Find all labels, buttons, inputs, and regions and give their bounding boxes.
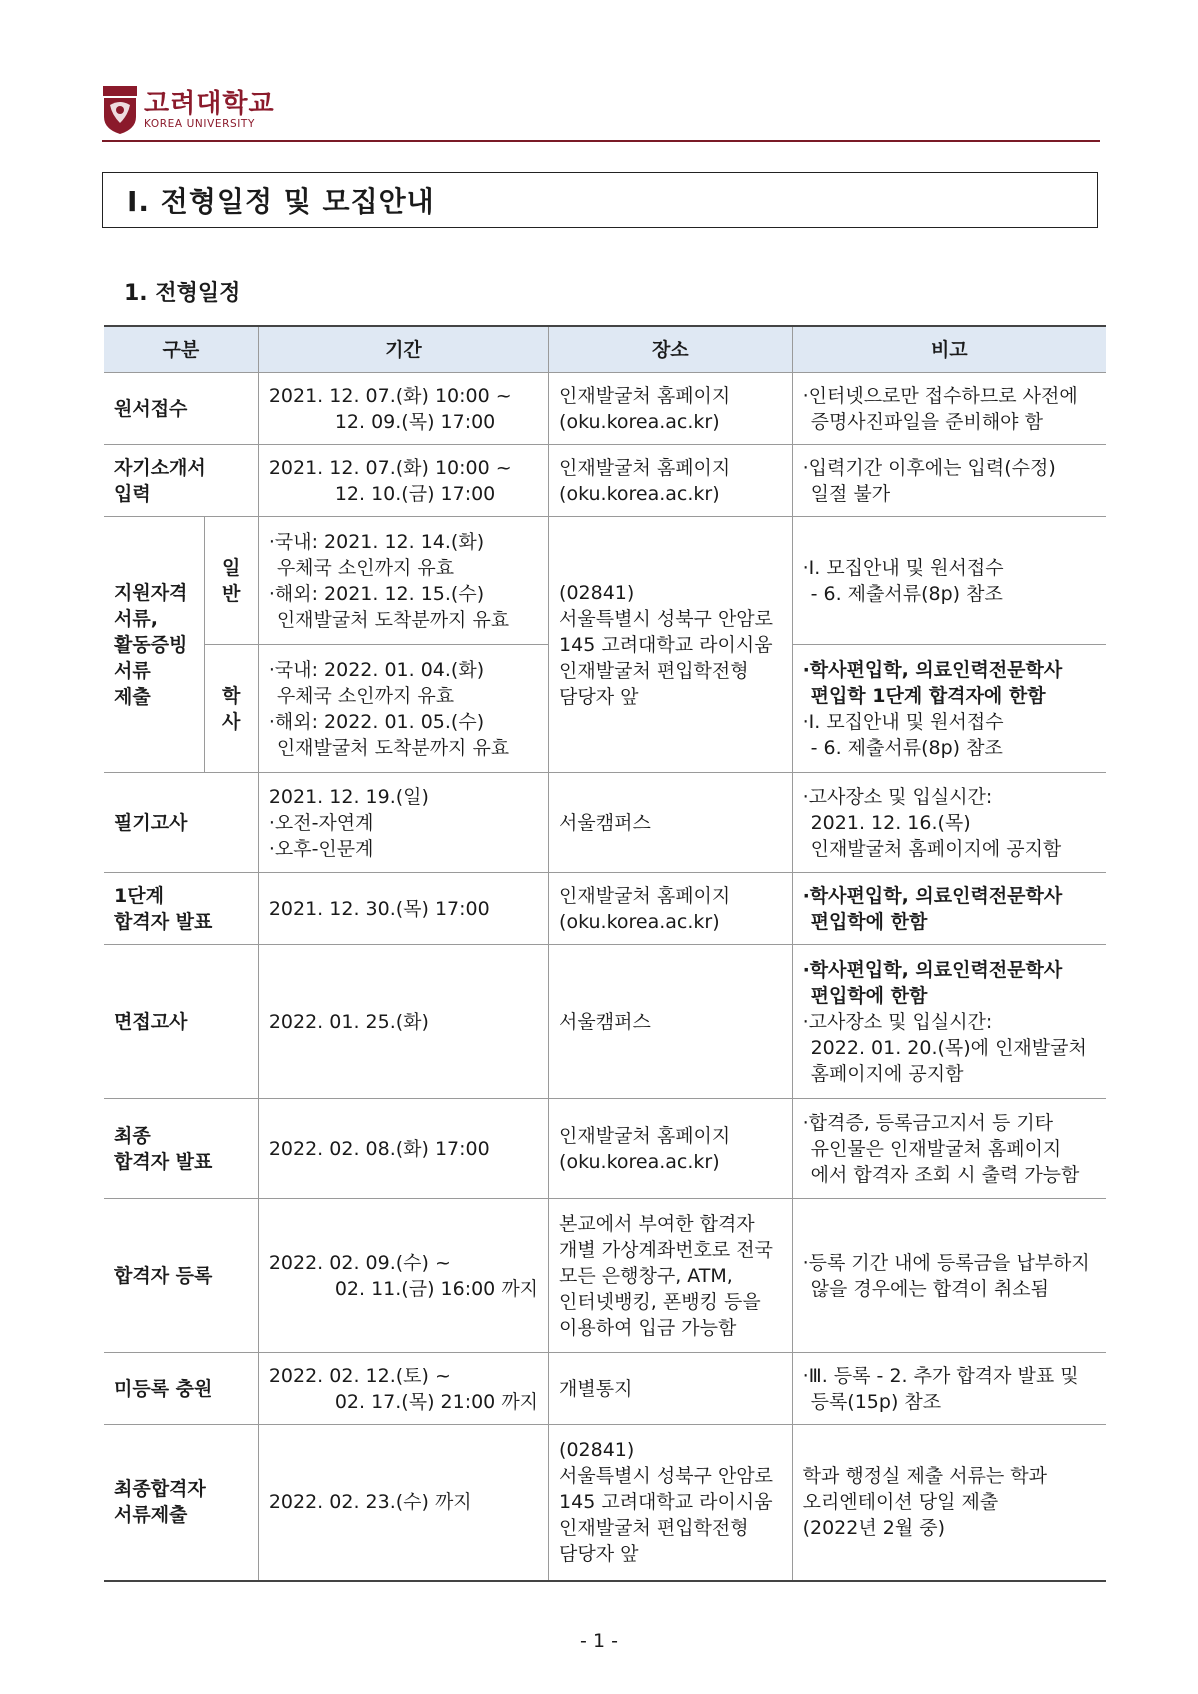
place-cell (549, 1199, 793, 1353)
cell-line: 2022. 01. 20.(목)에 인재발굴처 (810, 1036, 1087, 1059)
table-row (104, 373, 1106, 445)
cell-line: 2022. 02. 23.(수) 까지 (268, 1491, 472, 1514)
cell-line: 서류 (114, 659, 151, 682)
period-cell (258, 873, 548, 945)
place-cell (549, 517, 793, 773)
cell-line: 입력 (114, 482, 151, 505)
table-row (104, 773, 1106, 873)
cell-line: ·국내: 2021. 12. 14.(화) (268, 530, 485, 553)
subcategory-general (204, 517, 258, 645)
cell-line: 증명사진파일을 준비해야 함 (810, 410, 1043, 433)
cell-line: - 6. 제출서류(8p) 참조 (810, 582, 1003, 605)
place-cell (549, 945, 793, 1099)
cell-line: (02841) (559, 581, 635, 604)
cell-line: 합격자 발표 (114, 910, 213, 933)
page-number: - 1 - (580, 1630, 618, 1652)
cell-line: 반 (221, 582, 241, 605)
category-cell (104, 945, 258, 1099)
cell-line: 편입학 1단계 합격자에 한함 (810, 684, 1046, 707)
chapter-title: Ⅰ. 전형일정 및 모집안내 (102, 172, 1098, 228)
cell-line: 인재발굴처 도착분까지 유효 (276, 608, 510, 631)
cell-line: 에서 합격자 조회 시 출력 가능함 (810, 1163, 1080, 1186)
place-cell (549, 373, 793, 445)
table-header-row (104, 326, 1106, 373)
cell-line: - 6. 제출서류(8p) 참조 (810, 736, 1003, 759)
cell-line: 담당자 앞 (559, 1543, 639, 1566)
cell-line: ·Ⅲ. 등록 - 2. 추가 합격자 발표 및 (802, 1364, 1079, 1387)
cell-line: (oku.korea.ac.kr) (559, 1150, 720, 1173)
cell-line: ·오전-자연계 (268, 811, 374, 834)
cell-line: 담당자 앞 (559, 685, 639, 708)
cell-line: ·해외: 2021. 12. 15.(수) (268, 582, 485, 605)
cell-line: 우체국 소인까지 유효 (276, 684, 455, 707)
cell-line: 인터넷뱅킹, 폰뱅킹 등을 (559, 1290, 761, 1313)
period-cell (258, 1425, 548, 1581)
cell-line: 인재발굴처 편입학전형 (559, 659, 749, 682)
period-cell (258, 445, 548, 517)
header-place: 장소 (549, 326, 793, 373)
cell-line: 인재발굴처 홈페이지 (559, 384, 731, 407)
category-cell (104, 873, 258, 945)
cell-line: ·Ⅰ. 모집안내 및 원서접수 (802, 710, 1004, 733)
cell-line: 2022. 02. 09.(수) ~ (268, 1251, 451, 1274)
cell-line: 2022. 02. 08.(화) 17:00 (268, 1137, 490, 1160)
cell-line: 학과 행정실 제출 서류는 학과 (802, 1465, 1048, 1488)
category-cell (104, 1099, 258, 1199)
university-logo (102, 84, 275, 136)
cell-line: 등록(15p) 참조 (810, 1390, 942, 1413)
cell-line: (oku.korea.ac.kr) (559, 910, 720, 933)
period-cell (258, 517, 548, 645)
cell-line: (oku.korea.ac.kr) (559, 410, 720, 433)
category-cell (104, 445, 258, 517)
table-row (104, 517, 1106, 645)
cell-line: 오리엔테이션 당일 제출 (802, 1491, 999, 1514)
cell-line: 서울특별시 성북구 안암로 (559, 607, 774, 630)
cell-line: 지원자격 (114, 581, 188, 604)
cell-line: 02. 17.(목) 21:00 까지 (334, 1390, 539, 1413)
cell-line: 개별통지 (559, 1377, 633, 1400)
cell-line: 최종 (114, 1124, 151, 1147)
cell-line: 2021. 12. 16.(목) (810, 811, 971, 834)
subcategory-bachelor (204, 645, 258, 773)
cell-line: ·국내: 2022. 01. 04.(화) (268, 658, 485, 681)
note-cell (792, 445, 1106, 517)
category-cell (104, 517, 204, 773)
note-cell (792, 517, 1106, 645)
place-cell (549, 873, 793, 945)
cell-line: 서울캠퍼스 (559, 811, 651, 834)
cell-line: (02841) (559, 1439, 635, 1462)
cell-line: ·학사편입학, 의료인력전문학사 (802, 958, 1063, 981)
cell-line: ·등록 기간 내에 등록금을 납부하지 (802, 1251, 1090, 1274)
period-cell (258, 373, 548, 445)
cell-line: 일절 불가 (810, 482, 891, 505)
section-title: 1. 전형일정 (124, 281, 241, 306)
cell-line: 1단계 (114, 884, 164, 907)
cell-line: 인재발굴처 편입학전형 (559, 1517, 749, 1540)
cell-line: ·고사장소 및 입실시간: (802, 785, 993, 808)
cell-line: 서울특별시 성북구 안암로 (559, 1465, 774, 1488)
cell-line: ·고사장소 및 입실시간: (802, 1010, 993, 1033)
note-cell (792, 645, 1106, 773)
table-row (104, 1353, 1106, 1425)
place-cell (549, 1353, 793, 1425)
cell-line: 미등록 충원 (114, 1377, 213, 1400)
period-cell (258, 1353, 548, 1425)
cell-line: 않을 경우에는 합격이 취소됨 (810, 1277, 1049, 1300)
cell-line: 학 (221, 684, 241, 707)
table-row (104, 1425, 1106, 1581)
cell-line: 합격자 등록 (114, 1264, 213, 1287)
table-row (104, 873, 1106, 945)
cell-line: ·학사편입학, 의료인력전문학사 (802, 884, 1063, 907)
cell-line: 자기소개서 (114, 456, 206, 479)
cell-line: 이용하여 입금 가능함 (559, 1316, 737, 1339)
cell-line: 2021. 12. 19.(일) (268, 785, 429, 808)
cell-line: 편입학에 한함 (810, 984, 928, 1007)
cell-line: 사 (221, 710, 241, 733)
cell-line: 서울캠퍼스 (559, 1010, 651, 1033)
cell-line: 2021. 12. 30.(목) 17:00 (268, 897, 490, 920)
cell-line: ·입력기간 이후에는 입력(수정) (802, 456, 1056, 479)
cell-line: 최종합격자 (114, 1478, 206, 1501)
cell-line: 모든 은행창구, ATM, (559, 1264, 733, 1287)
table-row (104, 945, 1106, 1099)
place-cell (549, 445, 793, 517)
cell-line: 인재발굴처 홈페이지 (559, 1124, 731, 1147)
header-category: 구분 (104, 326, 258, 373)
cell-line: 서류, (114, 607, 158, 630)
logo-name-english: KOREA UNIVERSITY (144, 117, 255, 130)
cell-line: ·해외: 2022. 01. 05.(수) (268, 710, 485, 733)
cell-line: ·합격증, 등록금고지서 등 기타 (802, 1111, 1054, 1134)
cell-line: 12. 10.(금) 17:00 (334, 482, 496, 505)
cell-line: 합격자 발표 (114, 1150, 213, 1173)
cell-line: 필기고사 (114, 811, 188, 834)
schedule-table (104, 325, 1106, 1582)
cell-line: 145 고려대학교 라이시움 (559, 633, 773, 656)
cell-line: 우체국 소인까지 유효 (276, 556, 455, 579)
cell-line: 원서접수 (114, 397, 188, 420)
place-cell (549, 1425, 793, 1581)
category-cell (104, 773, 258, 873)
period-cell (258, 1199, 548, 1353)
table-row (104, 1199, 1106, 1353)
header-period: 기간 (258, 326, 548, 373)
cell-line: 개별 가상계좌번호로 전국 (559, 1238, 774, 1261)
cell-line: 면접고사 (114, 1010, 188, 1033)
cell-line: 인재발굴처 홈페이지 (559, 456, 731, 479)
category-cell (104, 1425, 258, 1581)
note-cell (792, 945, 1106, 1099)
note-cell (792, 1353, 1106, 1425)
header-rule (102, 140, 1100, 142)
cell-line: ·인터넷으로만 접수하므로 사전에 (802, 384, 1078, 407)
cell-line: 제출 (114, 685, 151, 708)
note-cell (792, 1425, 1106, 1581)
note-cell (792, 373, 1106, 445)
cell-line: 2021. 12. 07.(화) 10:00 ~ (268, 384, 512, 407)
category-cell (104, 1199, 258, 1353)
table-row (104, 1099, 1106, 1199)
cell-line: 인재발굴처 홈페이지 (559, 884, 731, 907)
cell-line: ·오후-인문계 (268, 837, 374, 860)
category-cell (104, 1353, 258, 1425)
university-seal-icon (102, 85, 138, 135)
place-cell (549, 773, 793, 873)
logo-name-korean: 고려대학교 (144, 88, 275, 119)
note-cell (792, 1199, 1106, 1353)
cell-line: 홈페이지에 공지함 (810, 1062, 964, 1085)
cell-line: 2021. 12. 07.(화) 10:00 ~ (268, 456, 512, 479)
cell-line: ·학사편입학, 의료인력전문학사 (802, 658, 1063, 681)
cell-line: 145 고려대학교 라이시움 (559, 1491, 773, 1514)
cell-line: 인재발굴처 도착분까지 유효 (276, 736, 510, 759)
table-row (104, 445, 1106, 517)
period-cell (258, 645, 548, 773)
cell-line: 12. 09.(목) 17:00 (334, 410, 496, 433)
period-cell (258, 1099, 548, 1199)
category-cell (104, 373, 258, 445)
cell-line: 본교에서 부여한 합격자 (559, 1212, 755, 1235)
cell-line: (oku.korea.ac.kr) (559, 482, 720, 505)
cell-line: ·Ⅰ. 모집안내 및 원서접수 (802, 556, 1004, 579)
place-cell (549, 1099, 793, 1199)
cell-line: 편입학에 한함 (810, 910, 928, 933)
cell-line: 일 (221, 556, 241, 579)
period-cell (258, 773, 548, 873)
note-cell (792, 1099, 1106, 1199)
cell-line: 활동증빙 (114, 633, 188, 656)
cell-line: 2022. 02. 12.(토) ~ (268, 1364, 451, 1387)
period-cell (258, 945, 548, 1099)
cell-line: 인재발굴처 홈페이지에 공지함 (810, 837, 1062, 860)
cell-line: (2022년 2월 중) (802, 1517, 946, 1540)
note-cell (792, 773, 1106, 873)
cell-line: 유인물은 인재발굴처 홈페이지 (810, 1137, 1062, 1160)
header-note: 비고 (792, 326, 1106, 373)
note-cell (792, 873, 1106, 945)
cell-line: 2022. 01. 25.(화) (268, 1010, 429, 1033)
cell-line: 02. 11.(금) 16:00 까지 (334, 1277, 539, 1300)
cell-line: 서류제출 (114, 1504, 188, 1527)
